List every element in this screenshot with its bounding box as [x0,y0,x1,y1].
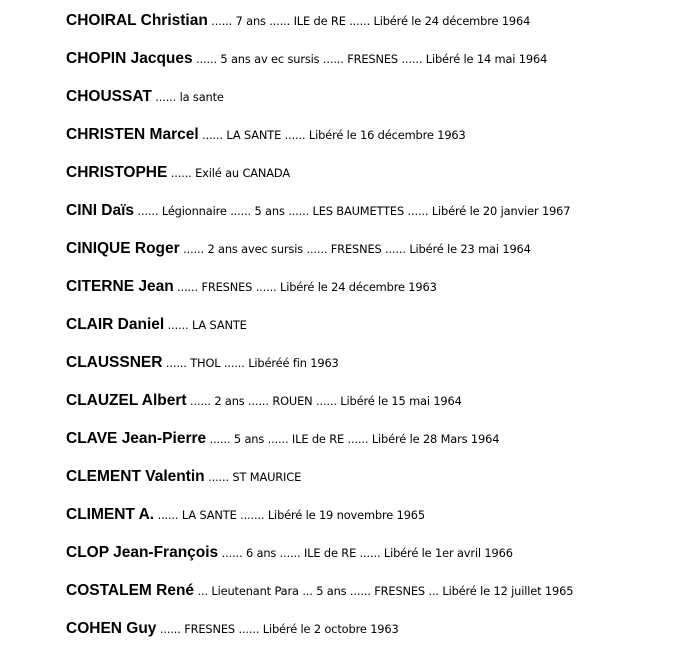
list-item [66,200,676,238]
entry-name: CHOUSSAT [66,88,152,105]
entry-details: ...... 6 ans ...... ILE de RE ...... Libéré le 1er avril 1966 [218,546,513,560]
entry-details: ...... ST MAURICE [204,470,302,484]
list-item [66,48,676,86]
entry-name: CLEMENT Valentin [66,468,205,485]
prisoner-list [66,10,676,656]
entry-name: CITERNE Jean [66,278,174,295]
entry-name: CLIMENT A. [66,506,155,523]
entry-name: CHOIRAL Christian [66,12,208,29]
list-item [66,162,676,200]
entry-details: ...... LA SANTE ....... Libéré le 19 novembre 1965 [154,508,425,522]
list-item [66,428,676,466]
list-item [66,390,676,428]
entry-details: ...... FRESNES ...... Libéré le 2 octobre 1963 [156,622,399,636]
list-item [66,10,676,48]
entry-details: ... Lieutenant Para ... 5 ans ...... FRESNES ... Libéré le 12 juillet 1965 [194,584,574,598]
entry-name: CLAVE Jean-Pierre [66,430,207,447]
entry-name: COSTALEM René [66,582,195,599]
entry-details: ...... LA SANTE ...... Libéré le 16 décembre 1963 [198,128,466,142]
entry-details: ...... 2 ans ...... ROUEN ...... Libéré le 15 mai 1964 [186,394,462,408]
entry-name: CHRISTOPHE [66,164,168,181]
entry-name: CLOP Jean-François [66,544,219,561]
entry-name: CINI Daïs [66,202,135,219]
entry-details: ...... 5 ans ...... ILE de RE ...... Libéré le 28 Mars 1964 [206,432,500,446]
list-item [66,466,676,504]
entry-details: ...... 2 ans avec sursis ...... FRESNES ...... Libéré le 23 mai 1964 [179,242,531,256]
entry-details: ...... LA SANTE [164,318,247,332]
entry-name: CHOPIN Jacques [66,50,193,67]
list-item [66,314,676,352]
entry-details: ...... 5 ans av ec sursis ...... FRESNES ...... Libéré le 14 mai 1964 [192,52,548,66]
entry-details: ...... Légionnaire ...... 5 ans ...... LES BAUMETTES ...... Libéré le 20 janvier 1967 [134,204,571,218]
entry-name: COHEN Guy [66,620,157,637]
list-item [66,542,676,580]
list-item [66,580,676,618]
entry-details: ...... Exilé au CANADA [167,166,290,180]
entry-name: CLAIR Daniel [66,316,165,333]
list-item [66,352,676,390]
entry-name: CLAUZEL Albert [66,392,187,409]
list-item [66,124,676,162]
entry-name: CINIQUE Roger [66,240,180,257]
list-item [66,276,676,314]
entry-details: ...... FRESNES ...... Libéré le 24 décembre 1963 [173,280,437,294]
list-item [66,504,676,542]
entry-name: CLAUSSNER [66,354,163,371]
list-item [66,238,676,276]
list-item [66,86,676,124]
list-item [66,618,676,656]
entry-details: ...... 7 ans ...... ILE de RE ...... Libéré le 24 décembre 1964 [207,14,531,28]
entry-details: ...... la sante [151,90,224,104]
entry-name: CHRISTEN Marcel [66,126,199,143]
entry-details: ...... THOL ...... Libéréé fin 1963 [162,356,339,370]
